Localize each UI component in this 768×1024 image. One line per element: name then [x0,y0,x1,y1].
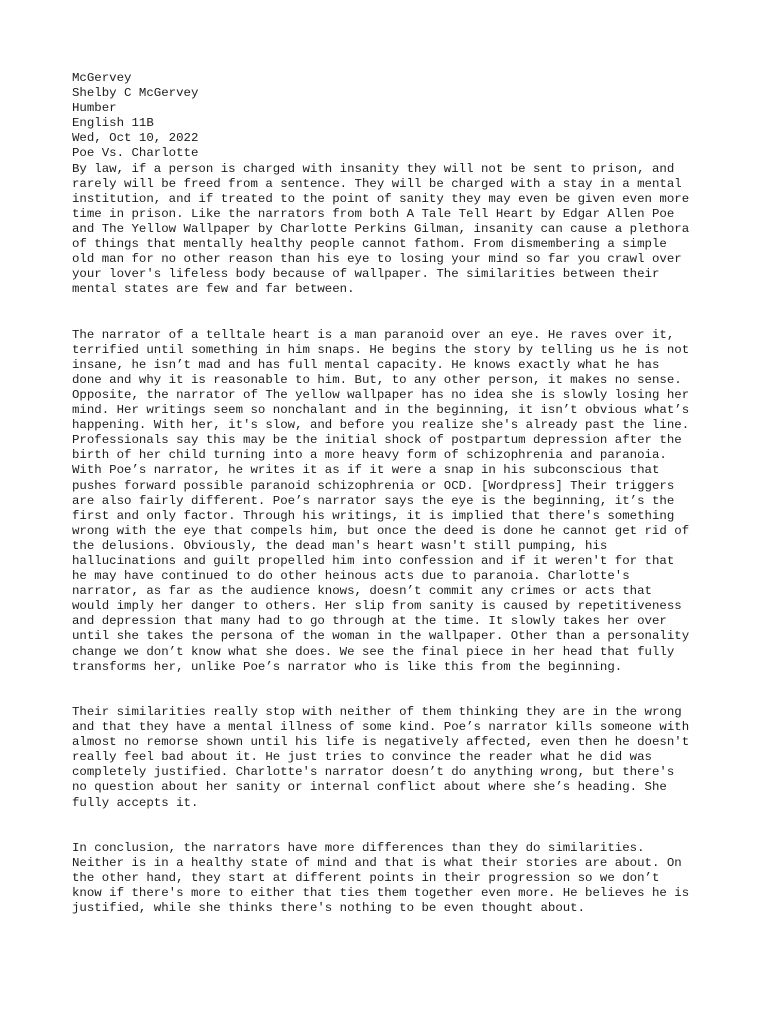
author-surname: McGervey [72,71,132,85]
paragraph-conclusion: In conclusion, the narrators have more differences than they do similarities. Neither is in a healthy state of mind and that is what their stories are about. On the other hand, they start at different points in their progression so we don’t know if there's more to either that ties them together even more. He believes he is justified, while she thinks there's nothing to be even thought about. [72,840,690,916]
document-date: Wed, Oct 10, 2022 [72,131,199,146]
paragraph-intro: By law, if a person is charged with insanity they will not be sent to prison, and rarely will be freed from a sentence. They will be charged with a stay in a mental institution, and if treated to the point of sanity they may even be given even more time in prison. Like the narrators from both A Tale Tell Heart by Edgar Allen Poe and The Yellow Wallpaper by Charlotte Perkins Gilman, insanity can cause a plethora of things that mentally healthy people cannot fathom. From dismembering a simple old man for no other reason than his eye to losing your mind so far you crawl over your lover's lifeless body because of wallpaper. The similarities between their mental states are few and far between. [72,161,690,297]
document-page [72,71,712,916]
author-full-name: Shelby C McGervey [72,86,199,101]
mla-header [72,71,712,162]
paragraph-comparison: The narrator of a telltale heart is a man paranoid over an eye. He raves over it, terrified until something in him snaps. He begins the story by telling us he is not insane, he isn’t mad and has full mental capacity. He knows exactly what he has done and why it is reasonable to him. But, to any other person, it makes no sense. Opposite, the narrator of The yellow wallpaper has no idea she is slowly losing her mind. Her writings seem so nonchalant and in the beginning, it isn’t obvious what’s happening. With her, it's slow, and before you realize she's already past the line. Professionals say this may be the initial shock of postpartum depression after the birth of her child turning into a more heavy form of schizophrenia and paranoia. With Poe’s narrator, he writes it as if it were a snap in his subconscious that pushes forward possible paranoid schizophrenia or OCD. [Wordpress] Their triggers are also fairly different. Poe’s narrator says the eye is the beginning, it’s the first and only factor. Through his writings, it is implied that there's something wrong with the eye that compels him, but once the deed is done he cannot get rid of the delusions. Obviously, the dead man's heart wasn't still pumping, his hallucinations and guilt propelled him into confession and if it weren't for that he may have continued to do other heinous acts due to paranoia. Charlotte's narrator, as far as the audience knows, doesn’t commit any crimes or acts that would imply her danger to others. Her slip from sanity is caused by repetitiveness and depression that many had to go through at the time. It slowly takes her over until she takes the persona of the woman in the wallpaper. Other than a personality change we don’t know what she does. We see the final piece in her head that fully transforms her, unlike Poe’s narrator who is like this from the beginning. [72,327,690,674]
essay-body [72,162,712,917]
paragraph-similarities: Their similarities really stop with neither of them thinking they are in the wrong and that they have a mental illness of some kind. Poe’s narrator kills someone with almost no remorse shown until his life is negatively affected, even then he doesn't really feel bad about it. He just tries to convince the reader what he did was completely justified. Charlotte's narrator doesn’t do anything wrong, but there's no question about her sanity or internal conflict about where she’s heading. She fully accepts it. [72,704,690,810]
instructor-name: Humber [72,101,117,116]
essay-title: Poe Vs. Charlotte [72,146,199,161]
course-name: English 11B [72,116,154,131]
